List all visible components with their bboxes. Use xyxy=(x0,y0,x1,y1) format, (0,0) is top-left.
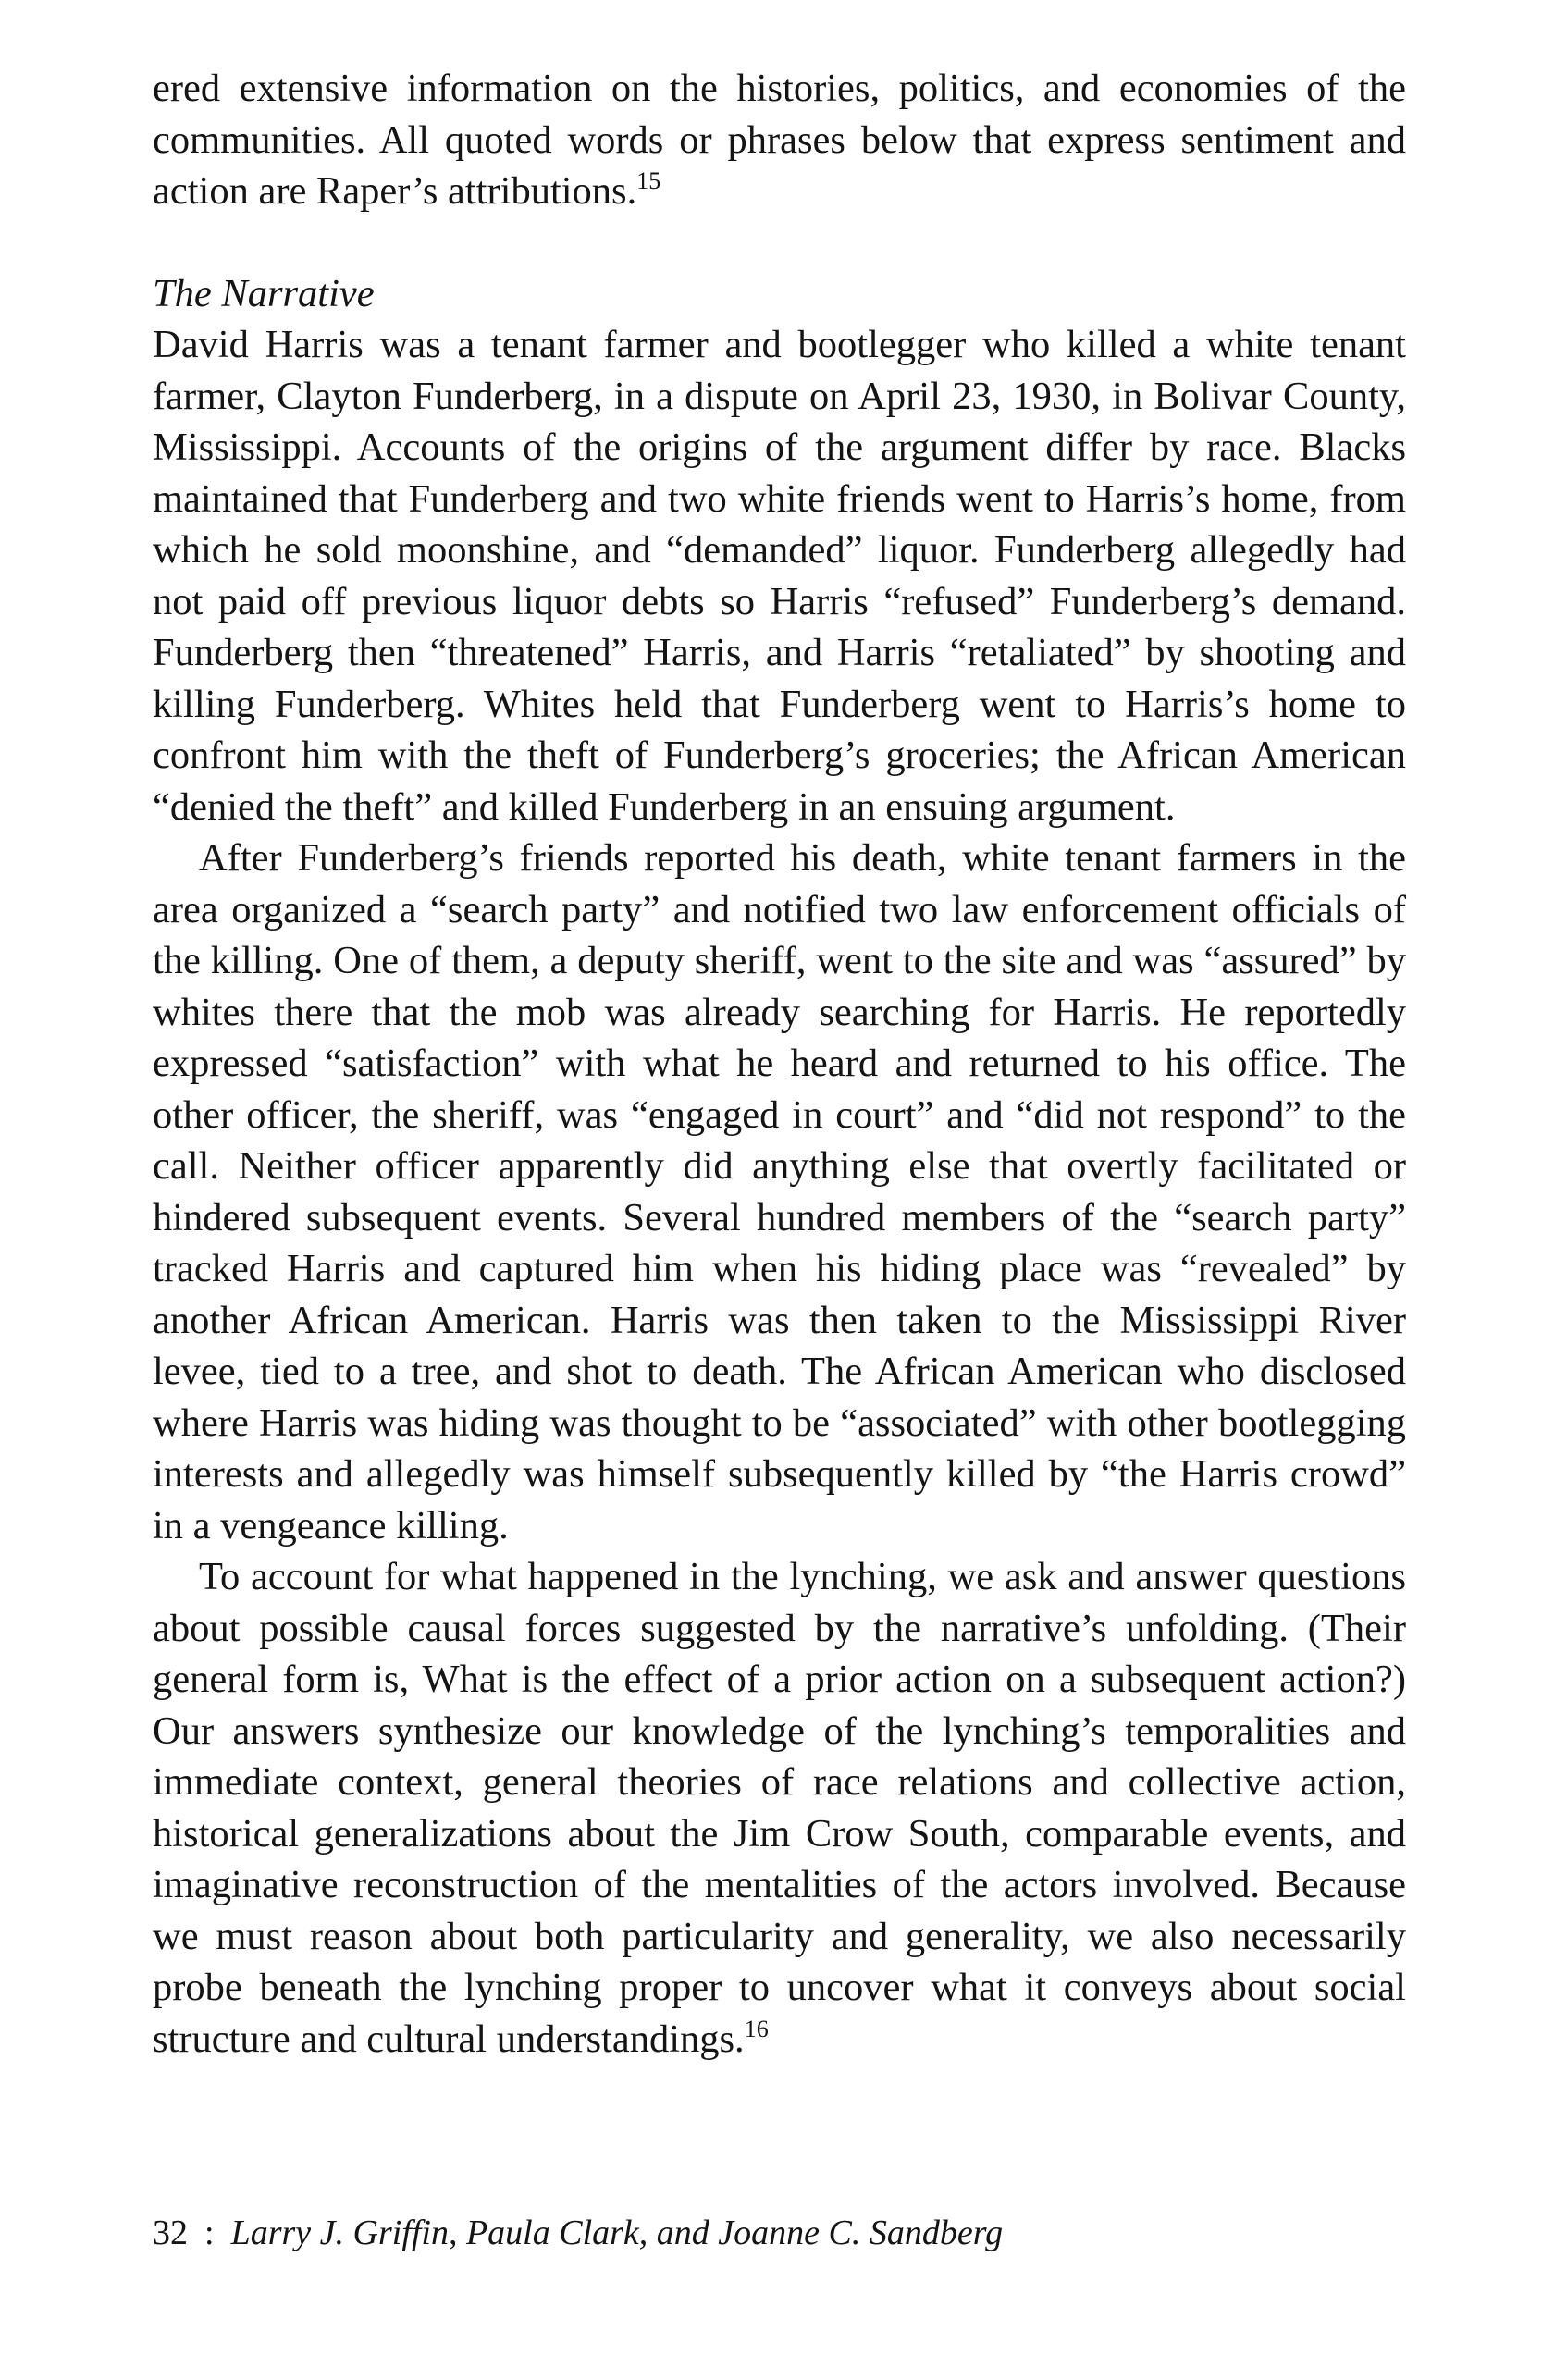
footer-separator: : xyxy=(204,2214,215,2252)
paragraph-2: After Funderberg’s friends reported his death, white tenant farmers in the area organized a “search party” and notified two law enforcement officials of the killing. One of them, a deputy sheriff, went to the site and was “assured” by whites there that the mob was already searching for Harris. He reportedly expressed “satisfaction” with what he heard and returned to his office. The other officer, the sheriff, was “engaged in court” and “did not respond” to the call. Neither officer apparently did anything else that overtly facilitated or hindered subsequent events. Several hundred members of the “search party” tracked Harris and captured him when his hiding place was “revealed” by another African American. Harris was then taken to the Mississippi River levee, tied to a tree, and shot to death. The African American who disclosed where Harris was hiding was thought to be “associated” with other bootlegging interests and allegedly was himself subsequently killed by “the Harris crowd” in a vengeance killing. xyxy=(153,836,1406,1548)
page-number: 32 xyxy=(153,2214,188,2252)
footer-authors: Larry J. Griffin, Paula Clark, and Joanne C. Sandberg xyxy=(230,2214,1004,2252)
paragraph-1: David Harris was a tenant farmer and bootlegger who killed a white tenant farmer, Clayton Funderberg, in a dispute on April 23, 1930, in Bolivar County, Mississippi. Accounts of the origins of the argument differ by race. Blacks maintained that Funderberg and two white friends went to Harris’s home, from which he sold moonshine, and “demanded” liquor. Funderberg allegedly had not paid off previous liquor debts so Harris “refused” Funderberg’s demand. Funderberg then “threatened” Harris, and Harris “retaliated” by shooting and killing Funderberg. Whites held that Funderberg went to Harris’s home to confront him with the theft of Funderberg’s groceries; the African American “denied the theft” and killed Funderberg in an ensuing argument. xyxy=(153,323,1406,829)
intro-paragraph-text: ered extensive information on the histories, politics, and economies of the communities. All quoted words or phrases below that express sentiment and action are Raper’s attributions. xyxy=(153,67,1406,213)
footnote-ref-15[interactable]: 15 xyxy=(636,167,661,194)
page-body xyxy=(153,63,1406,2065)
footnote-ref-16[interactable]: 16 xyxy=(744,2015,769,2042)
paragraph-3-text: To account for what happened in the lynching, we ask and answer questions about possible causal forces suggested by the narrative’s unfolding. (Their general form is, What is the effect of a prior action on a subsequent action?) Our answers synthesize our knowledge of the lynching’s temporalities and immediate context, general theories of race relations and collective action, historical generalizations about the Jim Crow South, comparable events, and imaginative reconstruction of the mentalities of the actors involved. Because we must reason about both particularity and generality, we also necessarily probe beneath the lynching proper to uncover what it conveys about social structure and cultural understandings. xyxy=(153,1555,1406,2061)
paragraph-3 xyxy=(153,1551,1406,2065)
page-footer xyxy=(153,2211,1003,2255)
intro-paragraph xyxy=(153,63,1406,217)
section-heading: The Narrative xyxy=(153,271,375,315)
